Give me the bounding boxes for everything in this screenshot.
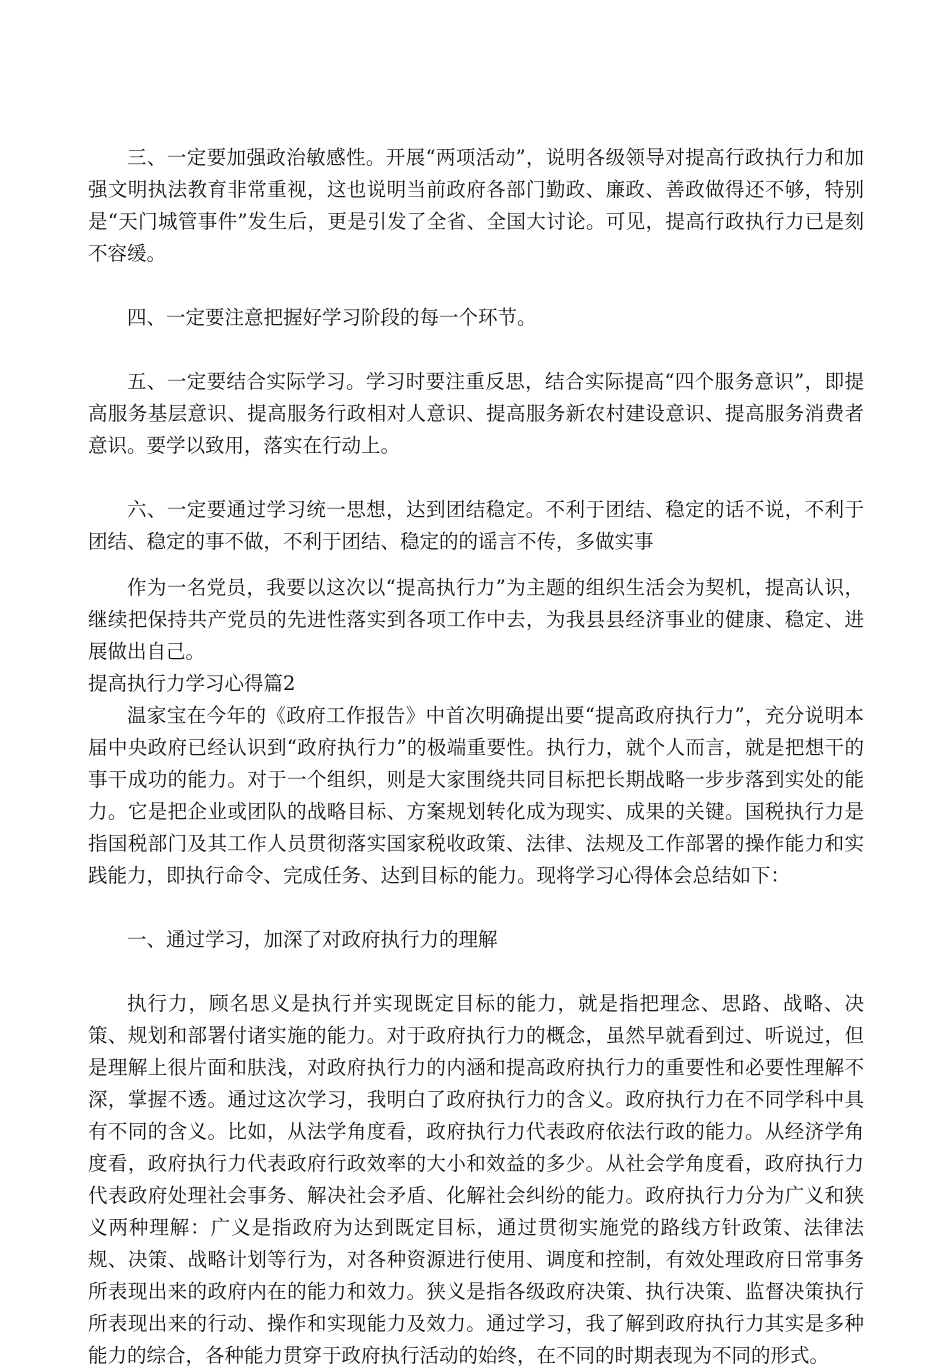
document-page — [88, 142, 864, 1372]
paragraph-six: 六、一定要通过学习统一思想，达到团结稳定。不利于团结、稳定的话不说，不利于团结、稳定的事不做，不利于团结、稳定的的谣言不传，多做实事 — [88, 498, 864, 553]
paragraph-intro: 温家宝在今年的《政府工作报告》中首次明确提出要“提高政府执行力”，充分说明本届中央政府已经认识到“政府执行力”的极端重要性。执行力，就个人而言，就是把想干的事干成功的能力。对于一个组织，则是大家围绕共同目标把长期战略一步步落到实处的能力。它是把企业或团队的战略目标、方案规划转化成为现实、成果的关键。国税执行力是指国税部门及其工作人员贯彻落实国家税收政策、法律、法规及工作部署的操作能力和实践能力，即执行命令、完成任务、达到目标的能力。现将学习心得体会总结如下： — [88, 704, 864, 887]
paragraph-execution-definition: 执行力，顾名思义是执行并实现既定目标的能力，就是指把理念、思路、战略、决策、规划和部署付诸实施的能力。对于政府执行力的概念，虽然早就看到过、听说过，但是理解上很片面和肤浅，对政府执行力的内涵和提高政府执行力的重要性和必要性理解不深，掌握不透。通过这次学习，我明白了政府执行力的含义。政府执行力在不同学科中具有不同的含义。比如，从法学角度看，政府执行力代表政府依法行政的能力。从经济学角度看，政府执行力代表政府行政效率的大小和效益的多少。从社会学角度看，政府执行力代表政府处理社会事务、解决社会矛盾、化解社会纠纷的能力。政府执行力分为广义和狭义两种理解：广义是指政府为达到既定目标，通过贯彻实施党的路线方针政策、法律法规、决策、战略计划等行为，对各种资源进行使用、调度和控制，有效处理政府日常事务所表现出来的政府内在的能力和效力。狭义是指各级政府决策、执行决策、监督决策执行所表现出来的行动、操作和实现能力及效力。通过学习，我了解到政府执行力其实是多种能力的综合，各种能力贯穿于政府执行活动的始终，在不同的时期表现为不同的形式。 — [88, 992, 864, 1367]
paragraph-three: 三、一定要加强政治敏感性。开展“两项活动”，说明各级领导对提高行政执行力和加强文明执法教育非常重视，这也说明当前政府各部门勤政、廉政、善政做得还不够，特别是“天门城管事件”发生后，更是引发了全省、全国大讨论。可见，提高行政执行力已是刻不容缓。 — [88, 146, 864, 265]
paragraph-five: 五、一定要结合实际学习。学习时要注重反思，结合实际提高“四个服务意识”，即提高服务基层意识、提高服务行政相对人意识、提高服务新农村建设意识、提高服务消费者意识。要学以致用，落实在行动上。 — [88, 370, 864, 457]
section-heading: 提高执行力学习心得篇2 — [88, 672, 296, 695]
paragraph-party-member: 作为一名党员，我要以这次以“提高执行力”为主题的组织生活会为契机，提高认识，继续把保持共产党员的先进性落实到各项工作中去，为我县县经济事业的健康、稳定、进展做出自己。 — [88, 576, 864, 663]
paragraph-subheading-one: 一、通过学习，加深了对政府执行力的理解 — [127, 928, 498, 951]
paragraph-four: 四、一定要注意把握好学习阶段的每一个环节。 — [127, 306, 537, 329]
